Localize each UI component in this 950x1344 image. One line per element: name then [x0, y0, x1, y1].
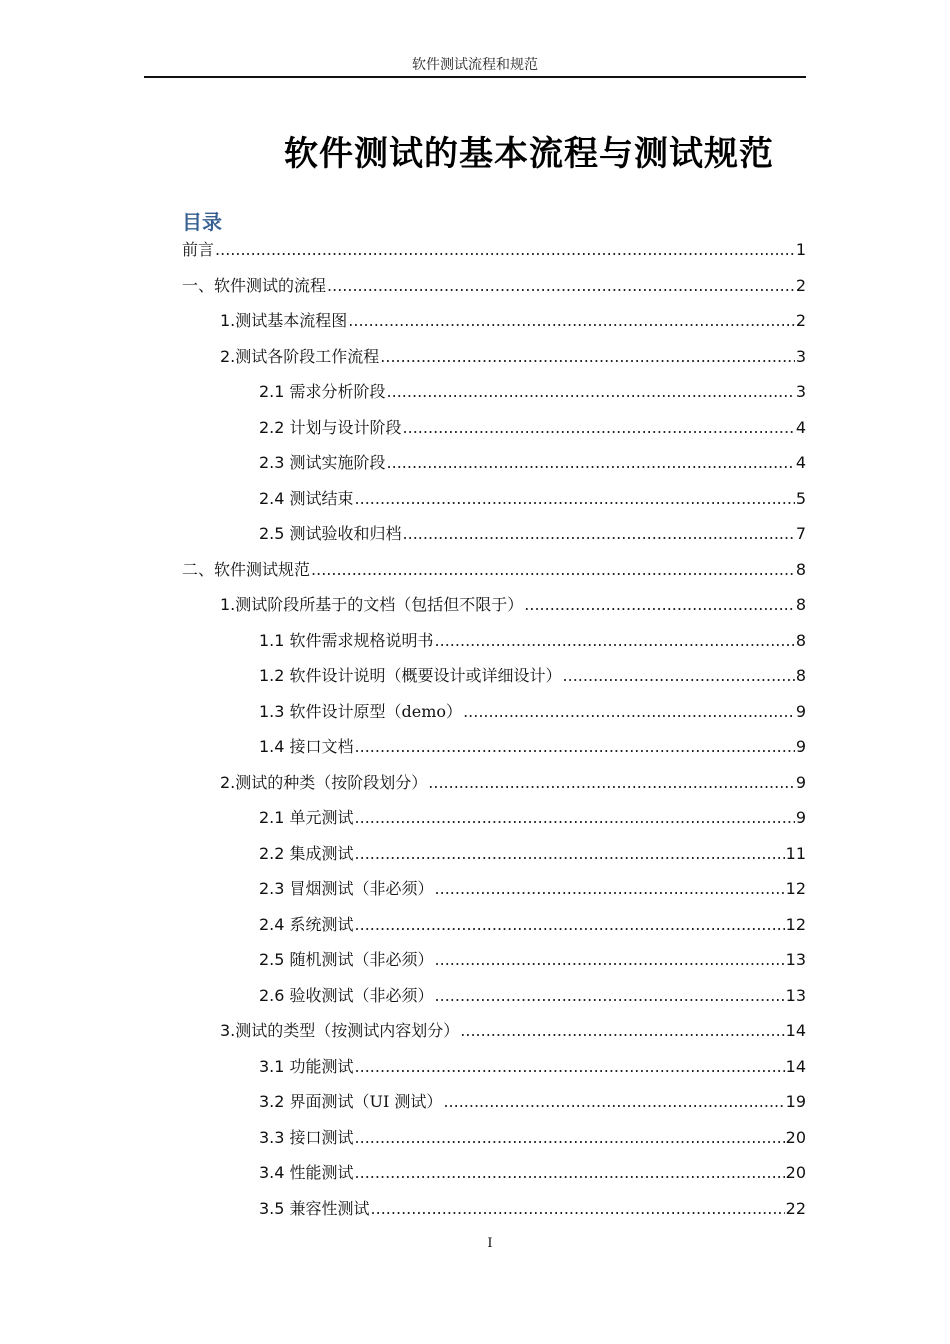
toc-dot-leader — [435, 623, 795, 659]
toc-entry[interactable] — [182, 623, 806, 659]
toc-entry-page: 11 — [785, 843, 806, 863]
toc-entry-text: 接口测试 — [289, 1127, 354, 1147]
toc-entry-text: 验收测试（非必须） — [289, 985, 434, 1005]
toc-entry-text: 单元测试 — [289, 808, 354, 827]
document-title: 软件测试的基本流程与测试规范 — [284, 134, 774, 174]
toc-entry[interactable] — [182, 445, 806, 481]
toc-entry-text: 集成测试 — [289, 843, 354, 863]
toc-entry-text: 冒烟测试（非必须） — [289, 879, 434, 898]
toc-entry[interactable] — [182, 1084, 806, 1120]
toc-dot-leader — [311, 552, 795, 588]
toc-dot-leader — [327, 268, 795, 304]
toc-entry[interactable] — [182, 374, 806, 410]
toc-entry-page: 8 — [795, 666, 806, 685]
toc-entry-page: 13 — [785, 950, 806, 969]
toc-entry[interactable] — [182, 339, 806, 375]
toc-entry-text: 测试验收和归档 — [289, 524, 402, 543]
toc-entry-number: 2.4 — [259, 914, 290, 934]
toc-dot-leader — [435, 942, 785, 978]
running-header: 软件测试流程和规范 — [412, 57, 538, 73]
toc-entry[interactable] — [182, 481, 806, 517]
toc-dot-leader — [371, 1191, 785, 1227]
toc-entry[interactable] — [182, 410, 806, 446]
toc-entry[interactable] — [182, 303, 806, 339]
toc-entry-label — [259, 694, 462, 730]
toc-entry-number: 2.5 — [259, 524, 290, 543]
toc-entry-text: 二、软件测试规范 — [182, 559, 311, 579]
toc-entry-label — [259, 907, 354, 943]
toc-entry-text: 测试基本流程图 — [235, 311, 348, 330]
toc-entry-label — [259, 1084, 442, 1120]
toc-entry[interactable] — [182, 268, 806, 304]
toc-entry-page: 8 — [795, 630, 806, 650]
toc-entry[interactable] — [182, 871, 806, 907]
toc-entry-page: 20 — [785, 1127, 806, 1147]
toc-entry-label — [259, 516, 402, 552]
toc-dot-leader — [355, 1155, 785, 1191]
toc-entry-page: 14 — [785, 1056, 806, 1076]
toc-entry-number: 3.4 — [259, 1163, 290, 1182]
toc-entry-page: 20 — [785, 1163, 806, 1182]
toc-entry-number: 3. — [220, 1021, 236, 1040]
toc-entry-label — [259, 445, 386, 481]
toc-dot-leader — [387, 374, 795, 410]
toc-entry-number: 2.5 — [259, 950, 290, 969]
toc-dot-leader — [524, 587, 795, 623]
toc-entry-number: 2.4 — [259, 488, 290, 508]
toc-entry-text: 测试的种类（按阶段划分） — [235, 772, 428, 792]
toc-entry-label — [220, 587, 523, 623]
toc-entry-text: 性能测试 — [289, 1163, 354, 1182]
toc-entry-page: 3 — [795, 382, 806, 401]
toc-entry-page: 4 — [795, 417, 806, 437]
toc-entry-number: 1.1 — [259, 630, 290, 650]
toc-entry-page: 13 — [785, 985, 806, 1005]
toc-entry-label — [182, 268, 326, 304]
toc-entry-page: 7 — [795, 524, 806, 543]
toc-dot-leader — [355, 1049, 785, 1085]
toc-entry-text: 兼容性测试 — [289, 1198, 370, 1218]
toc-entry-page: 5 — [795, 488, 806, 508]
toc-entry-label — [182, 552, 310, 588]
toc-dot-leader — [563, 658, 795, 694]
toc-entry-page: 3 — [795, 346, 806, 366]
toc-entry[interactable] — [182, 729, 806, 765]
toc-entry-page: 9 — [795, 701, 806, 721]
toc-entry-page: 9 — [795, 772, 806, 792]
toc-entry-number: 2. — [220, 346, 236, 366]
toc-entry-label — [220, 303, 347, 339]
toc-dot-leader — [460, 1013, 784, 1049]
toc-dot-leader — [443, 1084, 784, 1120]
toc-dot-leader — [355, 907, 785, 943]
toc-dot-leader — [463, 694, 795, 730]
toc-entry-number: 3.3 — [259, 1127, 290, 1147]
toc-entry[interactable] — [182, 658, 806, 694]
toc-entry-page: 4 — [795, 453, 806, 472]
toc-entry-number: 3.1 — [259, 1056, 290, 1076]
toc-entry-page: 8 — [795, 559, 806, 579]
toc-dot-leader — [387, 445, 795, 481]
toc-entry[interactable] — [182, 1155, 806, 1191]
toc-entry-number: 2.2 — [259, 843, 290, 863]
toc-entry-page: 2 — [795, 275, 806, 295]
toc-entry[interactable] — [182, 1191, 806, 1227]
toc-entry-number: 1. — [220, 595, 236, 614]
toc-entry-label — [220, 339, 379, 375]
toc-entry-page: 19 — [785, 1092, 806, 1111]
toc-dot-leader — [355, 1120, 785, 1156]
toc-entry-page: 14 — [785, 1021, 806, 1040]
toc-entry[interactable] — [182, 765, 806, 801]
toc-entry-number: 2.1 — [259, 808, 290, 827]
toc-dot-leader — [435, 871, 785, 907]
toc-entry[interactable] — [182, 587, 806, 623]
toc-entry-number: 2.6 — [259, 985, 290, 1005]
toc-entry-label — [259, 1191, 370, 1227]
toc-entry-text: 一、软件测试的流程 — [182, 275, 327, 295]
toc-dot-leader — [403, 410, 795, 446]
toc-entry-label — [259, 410, 402, 446]
toc-entry[interactable] — [182, 516, 806, 552]
toc-entry-label — [259, 374, 386, 410]
toc-entry-page: 1 — [795, 240, 806, 259]
toc-entry-text: 系统测试 — [289, 914, 354, 934]
toc-dot-leader — [435, 978, 785, 1014]
table-of-contents — [182, 232, 806, 1226]
toc-entry-label — [259, 1120, 354, 1156]
toc-entry-number: 3.2 — [259, 1092, 290, 1111]
toc-entry[interactable] — [182, 907, 806, 943]
toc-dot-leader — [355, 836, 785, 872]
toc-entry-text: 界面测试（UI 测试） — [289, 1092, 443, 1111]
toc-entry-text: 功能测试 — [289, 1056, 354, 1076]
toc-entry-page: 8 — [795, 595, 806, 614]
toc-entry-text: 需求分析阶段 — [289, 382, 386, 401]
toc-entry-text: 测试结束 — [289, 488, 354, 508]
toc-entry[interactable] — [182, 942, 806, 978]
toc-entry-page: 12 — [785, 879, 806, 898]
toc-entry-text: 软件设计原型（demo） — [289, 701, 463, 721]
toc-dot-leader — [355, 800, 795, 836]
toc-entry-text: 计划与设计阶段 — [289, 417, 402, 437]
toc-entry-page: 9 — [795, 808, 806, 827]
toc-entry[interactable] — [182, 694, 806, 730]
toc-entry-text: 随机测试（非必须） — [289, 950, 434, 969]
toc-entry-page: 2 — [795, 311, 806, 330]
toc-dot-leader — [348, 303, 795, 339]
toc-entry[interactable] — [182, 552, 806, 588]
toc-entry-text: 测试实施阶段 — [289, 453, 386, 472]
toc-entry[interactable] — [182, 1013, 806, 1049]
toc-entry[interactable] — [182, 978, 806, 1014]
toc-entry-number: 1.4 — [259, 737, 290, 756]
toc-entry-text: 测试各阶段工作流程 — [235, 346, 380, 366]
toc-entry-text: 测试阶段所基于的文档（包括但不限于） — [235, 595, 524, 614]
toc-entry[interactable] — [182, 232, 806, 268]
toc-entry-label — [259, 800, 354, 836]
toc-heading: 目录 — [182, 210, 222, 234]
toc-entry-label — [259, 481, 354, 517]
toc-entry-label — [259, 729, 354, 765]
toc-entry-page: 9 — [795, 737, 806, 756]
toc-entry-number: 3.5 — [259, 1198, 290, 1218]
toc-entry-number: 1.2 — [259, 666, 290, 685]
toc-entry-number: 2. — [220, 772, 236, 792]
toc-dot-leader — [380, 339, 795, 375]
toc-entry[interactable] — [182, 1049, 806, 1085]
toc-entry-number: 2.3 — [259, 879, 290, 898]
toc-entry[interactable] — [182, 836, 806, 872]
toc-entry-page: 12 — [785, 914, 806, 934]
toc-entry-text: 软件需求规格说明书 — [289, 630, 434, 650]
toc-entry-label — [259, 871, 434, 907]
toc-entry-label — [220, 1013, 459, 1049]
toc-entry-label — [259, 623, 434, 659]
toc-entry-label — [220, 765, 427, 801]
toc-entry-text: 前言 — [182, 240, 215, 259]
toc-entry-text: 软件设计说明（概要设计或详细设计） — [289, 666, 562, 685]
toc-entry-label — [259, 836, 354, 872]
toc-entry-text: 接口文档 — [289, 737, 354, 756]
toc-entry-number: 2.2 — [259, 417, 290, 437]
page-number: I — [487, 1236, 493, 1251]
header-rule — [144, 76, 806, 78]
toc-entry-text: 测试的类型（按测试内容划分） — [235, 1021, 460, 1040]
toc-entry[interactable] — [182, 1120, 806, 1156]
toc-entry-number: 2.3 — [259, 453, 290, 472]
toc-dot-leader — [428, 765, 795, 801]
toc-entry-number: 1.3 — [259, 701, 290, 721]
toc-entry-label — [182, 232, 214, 268]
toc-dot-leader — [215, 232, 795, 268]
toc-entry[interactable] — [182, 800, 806, 836]
toc-dot-leader — [403, 516, 795, 552]
toc-entry-label — [259, 1049, 354, 1085]
toc-entry-page: 22 — [785, 1198, 806, 1218]
toc-dot-leader — [355, 729, 795, 765]
toc-entry-number: 1. — [220, 311, 236, 330]
toc-entry-label — [259, 1155, 354, 1191]
toc-dot-leader — [355, 481, 795, 517]
toc-entry-label — [259, 658, 562, 694]
toc-entry-label — [259, 942, 434, 978]
toc-entry-label — [259, 978, 434, 1014]
toc-entry-number: 2.1 — [259, 382, 290, 401]
